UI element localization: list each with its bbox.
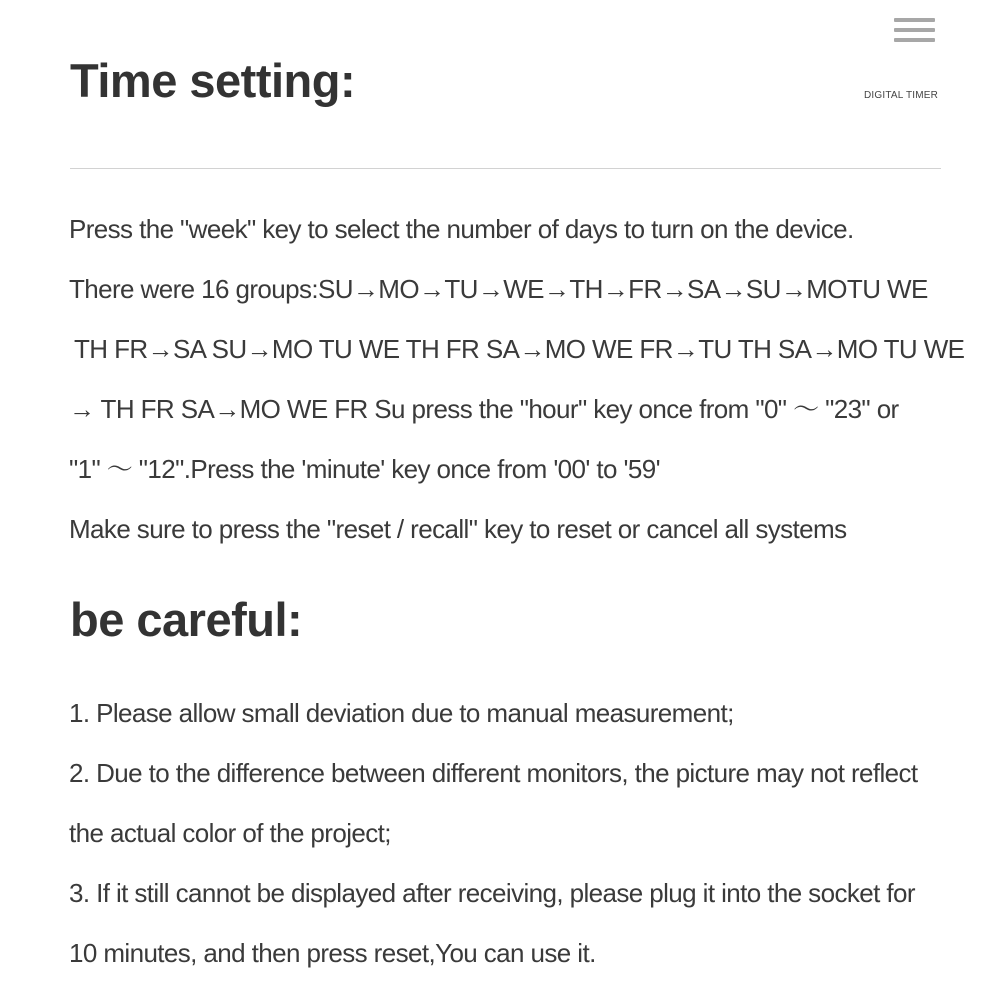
careful-line-4: 3. If it still cannot be displayed after receiving, please plug it into the socket for	[69, 878, 915, 908]
careful-line-3: the actual color of the project;	[69, 818, 391, 848]
careful-line-2: 2. Due to the difference between different monitors, the picture may not reflect	[69, 758, 918, 788]
time-setting-line-1: Press the "week" key to select the number of days to turn on the device.	[69, 214, 854, 244]
brand-label: DIGITAL TIMER	[864, 90, 939, 101]
time-setting-line-2: There were 16 groups:SU→MO→TU→WE→TH→FR→SA→SU→MOTU WE	[69, 274, 928, 304]
menu-icon-bar	[894, 28, 935, 32]
careful-line-5: 10 minutes, and then press reset,You can use it.	[69, 938, 596, 968]
careful-line-1: 1. Please allow small deviation due to manual measurement;	[69, 698, 734, 728]
time-setting-line-5: "1" ～ "12".Press the 'minute' key once from '00' to '59'	[69, 454, 660, 484]
section-title: be careful:	[70, 593, 303, 646]
time-setting-line-6: Make sure to press the "reset / recall" key to reset or cancel all systems	[69, 514, 847, 544]
menu-icon-bar	[894, 38, 935, 42]
time-setting-line-3: TH FR→SA SU→MO TU WE TH FR SA→MO WE FR→TU TH SA→MO TU WE	[74, 334, 965, 364]
time-setting-line-4: → TH FR SA→MO WE FR Su press the "hour" key once from "0" ～ "23" or	[69, 394, 899, 424]
divider	[70, 168, 941, 169]
page-title: Time setting:	[70, 54, 356, 107]
menu-icon[interactable]	[894, 18, 935, 44]
menu-icon-bar	[894, 18, 935, 22]
